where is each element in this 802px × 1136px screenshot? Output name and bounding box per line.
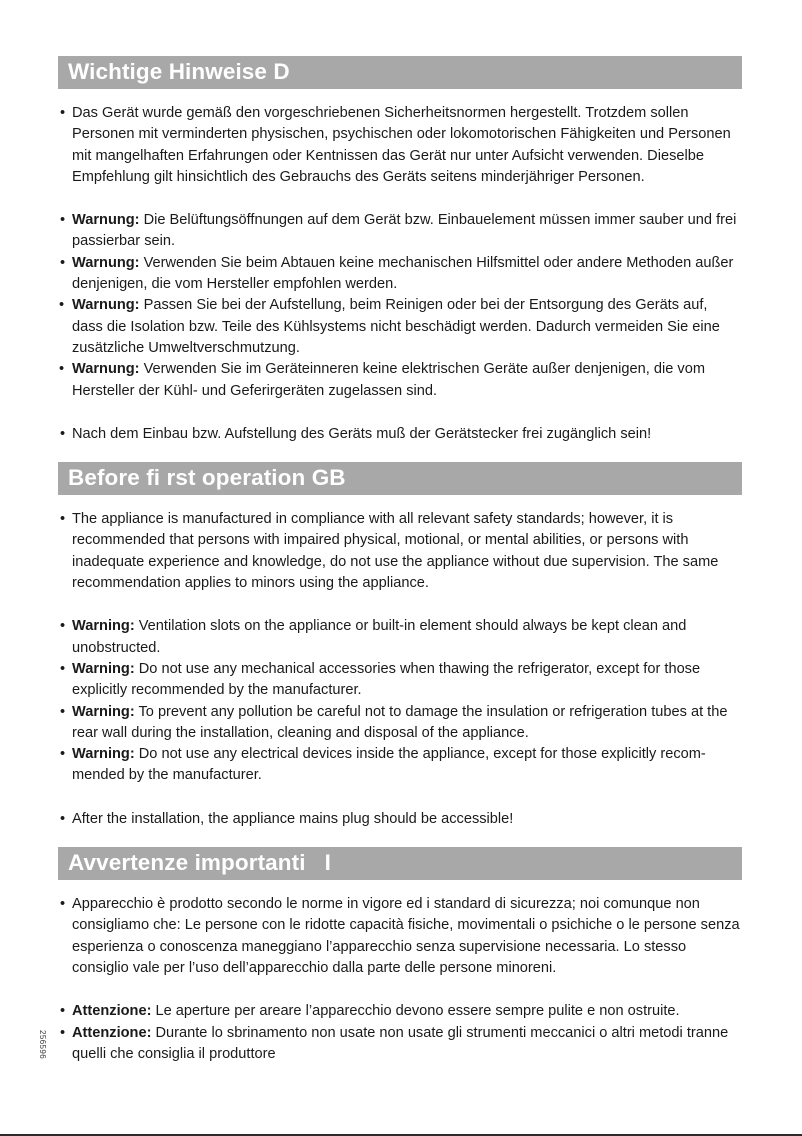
- spacer: [58, 979, 742, 1001]
- bullet-icon: •: [60, 660, 66, 677]
- bullet-icon: •: [60, 511, 66, 528]
- warning-text: Verwenden Sie beim Abtauen keine mechanischen Hilfsmittel oder andere Methoden außer denjenigen, die vom Hersteller empfohlen werden.: [72, 254, 734, 293]
- list-item: [58, 809, 742, 830]
- spacer: [58, 402, 742, 424]
- section-language-gb: GB: [311, 465, 346, 491]
- list-item-text: [72, 616, 742, 659]
- warning-text: To prevent any pollution be careful not to damage the insulation or refrigeration tubes at the rear wall during the installation, cleaning and disposal of the appliance.: [72, 703, 728, 741]
- list-item-text: The appliance is manufactured in compliance with all relevant safety standards; however, it is recommended that persons with impaired physical, motional, or mental abilities, or persons with inadequate experience and knowledge, do not use the appliance without due supervision. The same recommendation applies to minors using the appliance.: [72, 511, 719, 592]
- list-item-text: Apparecchio è prodotto secondo le norme in vigore ed i standard di sicurezza; noi comunque non consigliamo che: Le persone con le ridotte capacità fisiche, movimentali o psichiche o le persone senza esperienza o conoscenza maneggiano l’apparecchio senza supervisione necessaria. Lo stesso consiglio vale per l’uso dell’apparecchio dalla parte delle persone minoreni.: [72, 896, 740, 976]
- list-item-text: [72, 744, 742, 787]
- bullet-icon: •: [59, 297, 65, 314]
- warning-label: Attenzione:: [72, 1003, 152, 1020]
- warning-label: Attenzione:: [72, 1024, 152, 1041]
- list-item: [58, 103, 742, 188]
- warning-text: Verwenden Sie im Geräteinneren keine elektrischen Geräte außer denjenigen, die vom Hersteller der Kühl- und Geferirgeräten zugelassen sind.: [72, 361, 705, 399]
- warning-label: Warnung:: [72, 212, 140, 229]
- list-it-intro: [58, 894, 742, 979]
- list-item-text: [72, 295, 742, 359]
- bullet-icon: •: [60, 703, 66, 720]
- list-it-warnings: [58, 1001, 742, 1065]
- list-item: [58, 509, 742, 594]
- list-item: [58, 894, 742, 979]
- section-language-it: I: [324, 850, 331, 876]
- list-item: [58, 744, 742, 787]
- list-item: [58, 616, 742, 659]
- list-de-warnings: [58, 210, 742, 402]
- list-item-text: [72, 702, 742, 745]
- spacer: [58, 830, 742, 847]
- document-reference-code: 256596: [38, 1030, 47, 1060]
- section-header-gb: [58, 462, 742, 495]
- warning-label: Warning:: [72, 618, 135, 635]
- list-item: [58, 1001, 742, 1022]
- list-item: [58, 1023, 742, 1066]
- section-title-de: Wichtige Hinweise: [68, 59, 274, 85]
- warning-text: Passen Sie bei der Aufstellung, beim Reinigen oder bei der Entsorgung des Geräts auf, dass die Isolation bzw. Teile des Kühlsystems nicht beschädigt werden. Dadurch vermeiden Sie eine zusätzliche Umweltverschmutzung.: [72, 297, 720, 356]
- section-title-gb: Before fi rst operation: [68, 465, 312, 491]
- warning-text: Durante lo sbrinamento non usate non usate gli strumenti meccanici o altri metodi tranne quelli che consiglia il produttore: [72, 1024, 729, 1062]
- spacer: [58, 594, 742, 616]
- bullet-icon: •: [59, 361, 65, 378]
- spacer: [58, 787, 742, 809]
- section-language-de: D: [273, 59, 290, 85]
- bullet-icon: •: [60, 618, 66, 635]
- warning-text: Die Belüftungsöffnungen auf dem Gerät bzw. Einbauelement müssen immer sauber und frei passierbar sein.: [72, 212, 737, 250]
- list-item-text: Das Gerät wurde gemäß den vorgeschriebenen Sicherheitsnormen hergestellt. Trotzdem sollen Personen mit verminderten physischen, psychischen oder lokomotorischen Fähigkeiten und Personen mit mangelhaften Erfahrungen oder Kentnissen das Gerät nur unter Aufsicht verwenden. Dieselbe Empfehlung gilt hinsichtlich des Gebrauchs des Geräts seitens minderjähriger Personen.: [72, 105, 731, 185]
- list-item: [58, 210, 742, 253]
- warning-text: Le aperture per areare l’apparecchio devono essere sempre pulite e non ostruite.: [151, 1003, 680, 1020]
- section-header-it: [58, 847, 742, 880]
- list-item-text: [72, 210, 742, 253]
- list-item-text: [72, 359, 742, 402]
- warning-text: Do not use any electrical devices inside the appliance, except for those explicitly recom-mended by the manufacturer.: [72, 746, 706, 784]
- list-item-text: [72, 1023, 742, 1066]
- bullet-icon: •: [60, 254, 66, 271]
- page-content: [58, 56, 742, 1065]
- list-item-text: [72, 253, 742, 296]
- bullet-icon: •: [60, 212, 66, 229]
- warning-label: Warning:: [72, 746, 135, 763]
- section-title-it: Avvertenze importanti: [68, 850, 325, 876]
- list-item: [58, 659, 742, 702]
- list-item-text: [72, 659, 742, 702]
- list-item-text: Nach dem Einbau bzw. Aufstellung des Geräts muß der Gerätstecker frei zugänglich sein!: [72, 425, 652, 442]
- list-gb-warnings: [58, 616, 742, 786]
- list-item-text: [72, 1001, 742, 1022]
- warning-label: Warnung:: [72, 297, 140, 314]
- bullet-icon: •: [60, 810, 66, 827]
- list-gb-outro: [58, 809, 742, 830]
- bullet-icon: •: [60, 746, 66, 763]
- list-de-outro: [58, 424, 742, 445]
- list-item: [58, 702, 742, 745]
- warning-label: Warnung:: [72, 254, 140, 271]
- list-item: [58, 359, 742, 402]
- spacer: [58, 445, 742, 462]
- list-item: [58, 295, 742, 359]
- list-item: [58, 424, 742, 445]
- section-header-de: [58, 56, 742, 89]
- bullet-icon: •: [60, 105, 66, 121]
- bullet-icon: •: [60, 1024, 66, 1041]
- list-item: [58, 253, 742, 296]
- bullet-icon: •: [60, 425, 66, 442]
- spacer: [58, 188, 742, 210]
- warning-label: Warnung:: [72, 361, 140, 378]
- warning-label: Warning:: [72, 660, 135, 677]
- bullet-icon: •: [60, 1003, 66, 1020]
- bullet-icon: •: [60, 896, 66, 913]
- warning-text: Do not use any mechanical accessories when thawing the refrigerator, except for those explicitly recommended by the manufacturer.: [72, 660, 701, 699]
- list-de-intro: [58, 103, 742, 188]
- warning-text: Ventilation slots on the appliance or built-in element should always be kept clean and unobstructed.: [72, 618, 687, 656]
- list-gb-intro: [58, 509, 742, 594]
- warning-label: Warning:: [72, 703, 135, 720]
- list-item-text: After the installation, the appliance mains plug should be accessible!: [72, 810, 514, 827]
